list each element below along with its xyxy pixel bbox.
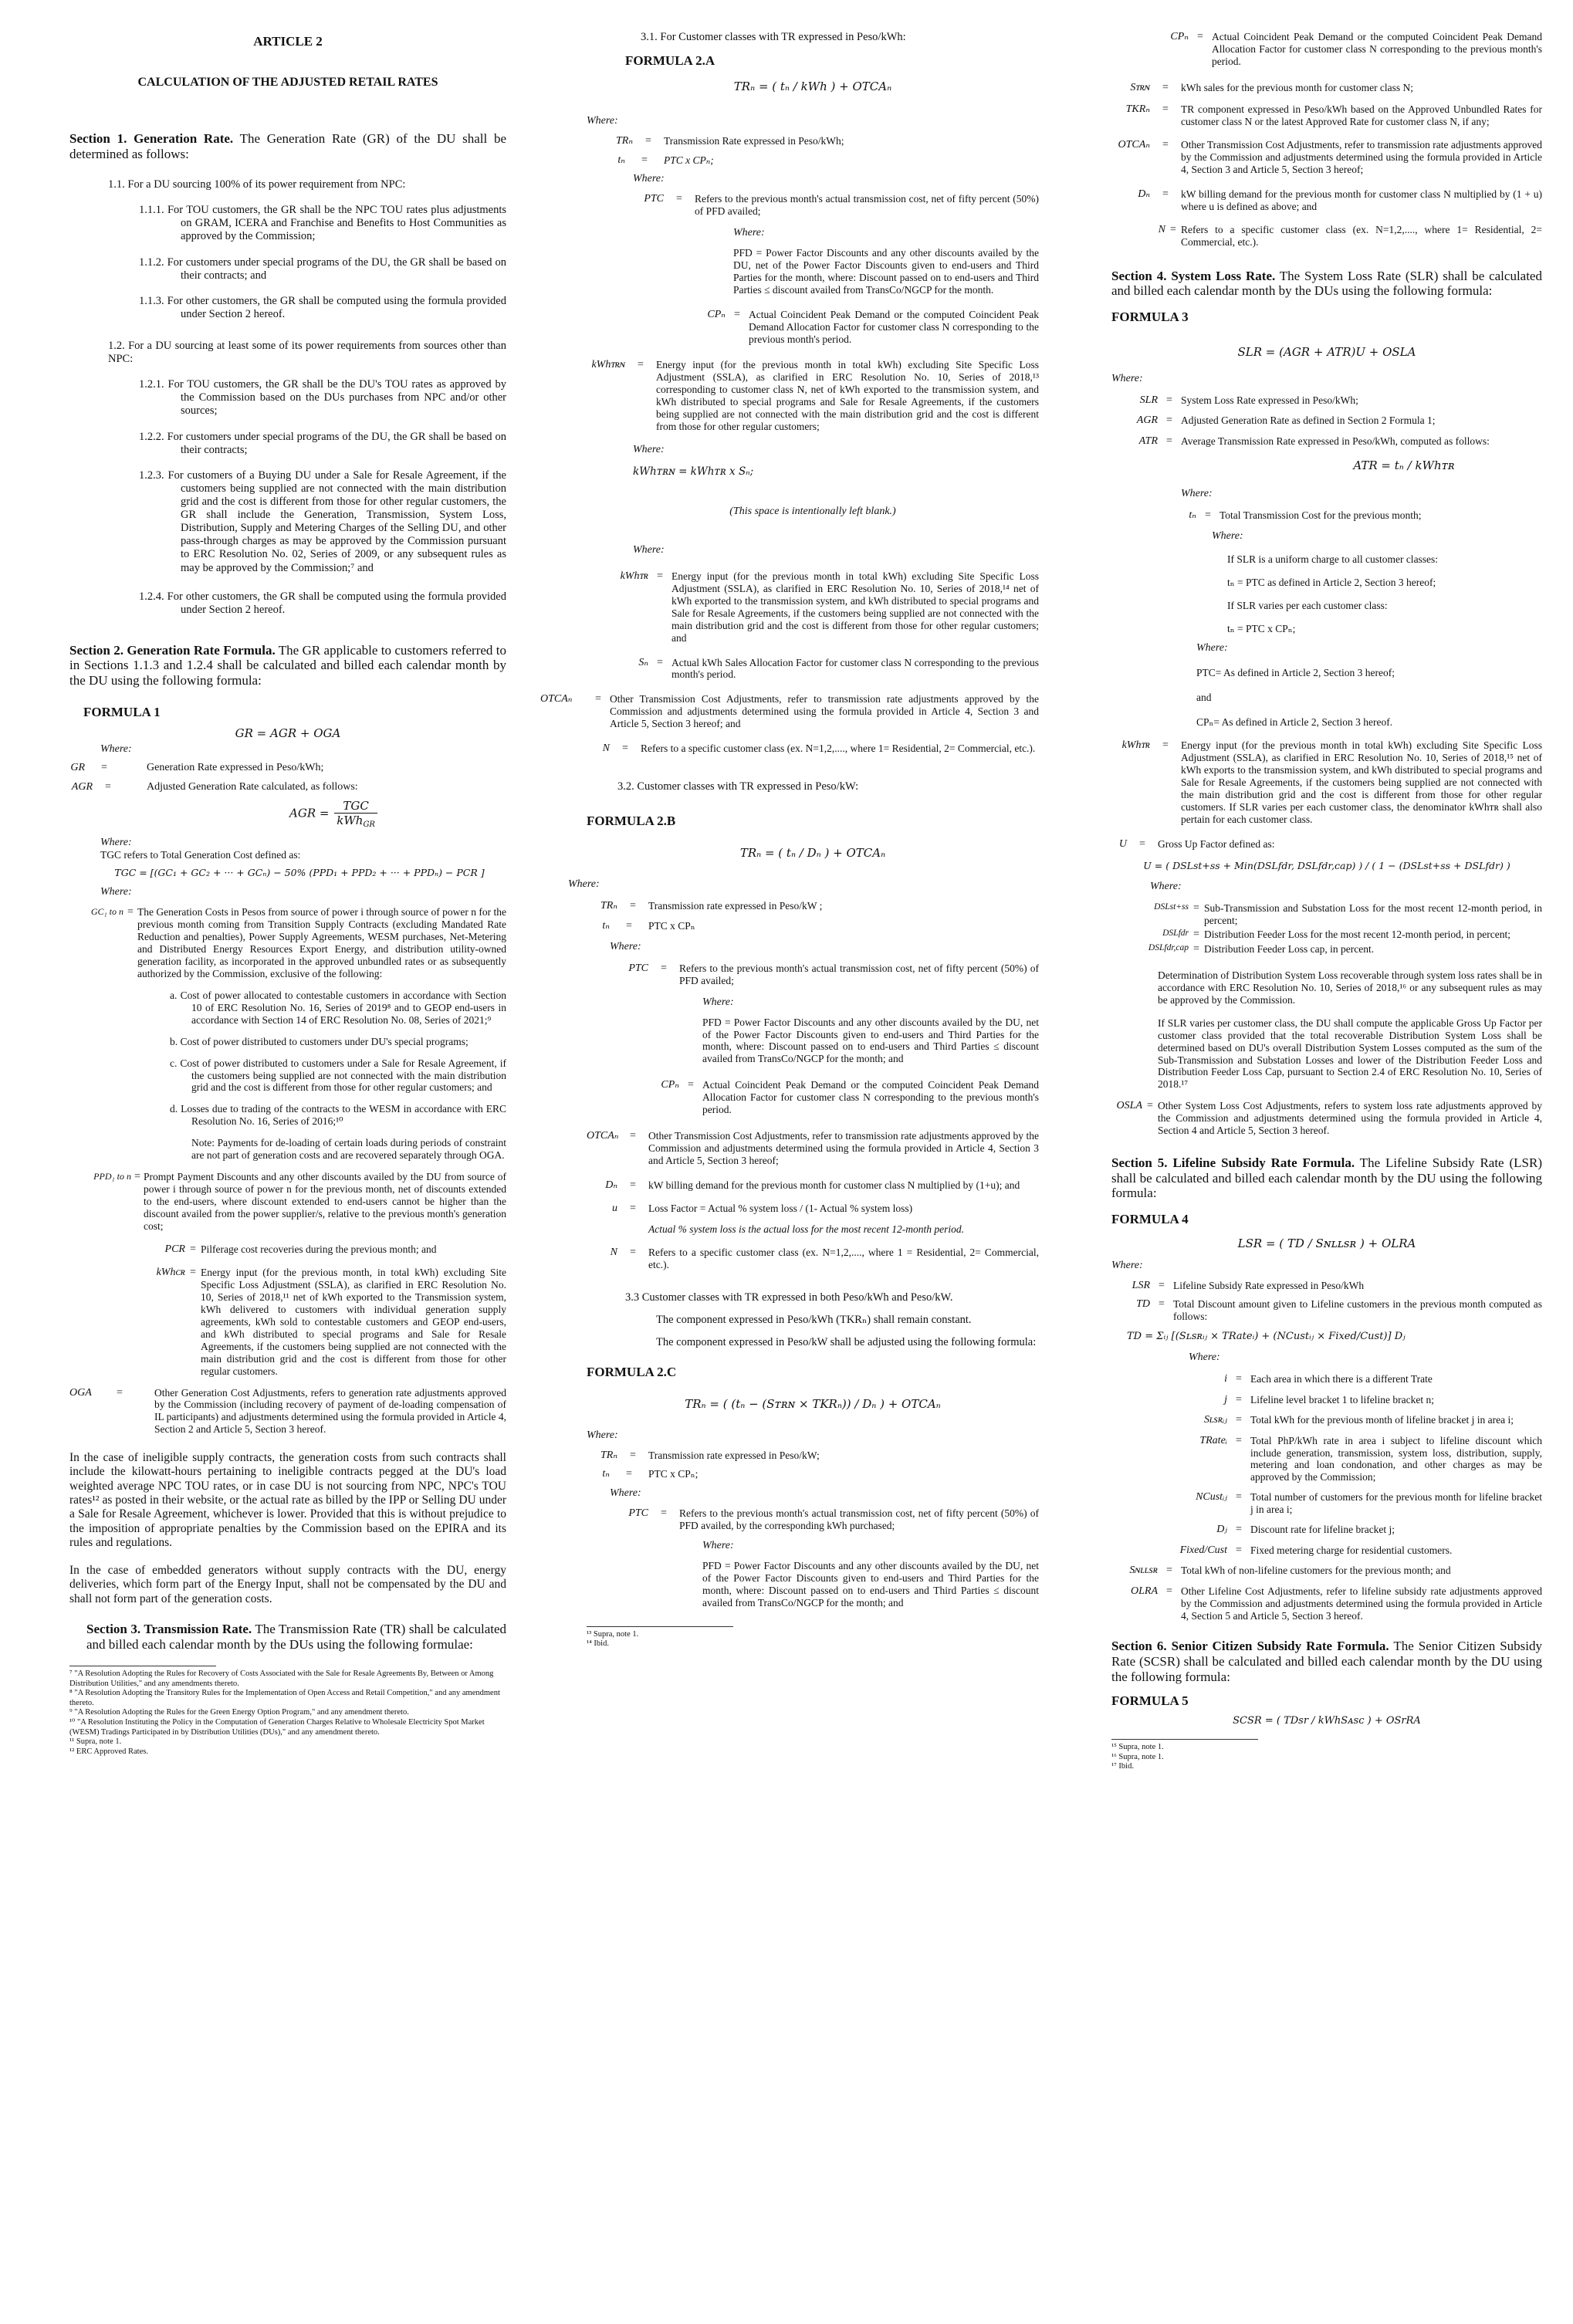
formula-5-label: FORMULA 5: [1111, 1693, 1189, 1709]
where-label: Where:: [1212, 529, 1243, 542]
item-3-3: 3.3 Customer classes with TR expressed in both Peso/kWh and Peso/kW.: [625, 1291, 953, 1304]
def-dj: Dⱼ = Discount rate for lifeline bracket j;: [1216, 1524, 1395, 1536]
formula-1-equation: GR = AGR + OGA: [235, 726, 341, 741]
def-pcr: PCR = Pilferage cost recoveries during the previous month; and: [164, 1243, 437, 1255]
def-trate: TRateᵢ = Total PhP/kWh rate in area i subject to lifeline discount which include generation, transmission, system loss, distribution, supply, metering and loan condonation, and other charges as may be approved by the Commission;: [1199, 1434, 1542, 1483]
def-olra: OLRA = Other Lifeline Cost Adjustments, refer to lifeline subsidy rate adjustments approved by the Commission and adjustments determined using the formula provided in Article 4, Section 5 and Article 5, Section 3 hereof.: [1131, 1585, 1542, 1622]
def-trn-2c: TRₙ = Transmission rate expressed in Peso/kW;: [600, 1449, 820, 1461]
gc-item-a: a. Cost of power allocated to contestable customers in accordance with Section 10 of ERC Resolution No. 16, Series of 2019⁸ and to GEOP end-users in accordance with Section 14 of ERC Resolution No. 08, Series of 2021;⁹: [170, 989, 506, 1026]
where-label: Where:: [702, 996, 734, 1008]
formula-1-label: FORMULA 1: [83, 705, 161, 720]
def-u: u = Loss Factor = Actual % system loss / (1- Actual % system loss): [612, 1203, 913, 1215]
gc-item-b: b. Cost of power distributed to customers under DU's special programs;: [170, 1035, 469, 1047]
article-heading: ARTICLE 2: [253, 34, 323, 49]
def-ptc: PTC = Refers to the previous month's actual transmission cost, net of fifty percent (50%) of PFD availed;: [644, 193, 1039, 218]
footnotes: [587, 1630, 1039, 1649]
page-3: [1065, 0, 1573, 2324]
formula-3-label: FORMULA 3: [1111, 309, 1189, 324]
footnote-10: ¹⁰ "A Resolution Instituting the Policy in the Computation of Generation Charges Relative to Wholesale Electricity Spot Market (WESM) Tradings Participated in by Distribution Utilities (DUs)," and any amendment thereto.: [69, 1718, 485, 1737]
def-ptc-2c: PTC = Refers to the previous month's actual transmission cost, net of fifty percent (50%) of PFD availed, by the corresponding kWh purchased;: [628, 1507, 1039, 1531]
def-kwhtr: kWhᴛʀ = Energy input (for the previous month in total kWh) excluding Site Specific Loss Adjustment (SSLA), as clarified in ERC Resolution No. 10, Series of 2018,¹⁴ net of kWh exported to the transmission system, and kWh distributed to special programs and Sale for Resale Agreements, if the customers being supplied are not connected with the main distribution grid and the cost is different from those for other regular customers; and: [620, 570, 1039, 644]
paragraph-embedded: In the case of embedded generators without supply contracts with the DU, energy deliveries, which form part of the Energy Input, shall not be compensated by the DU and shall not form part of the generation costs.: [69, 1564, 506, 1605]
section-3: Section 3. Transmission Rate. The Transmission Rate (TR) shall be calculated and billed each calendar month by the DUs using the following formulae:: [86, 1622, 507, 1652]
item-1-2-2: 1.2.2. For customers under special programs of the DU, the GR shall be based on their contracts;: [139, 430, 506, 456]
def-cpn-2b: CPₙ = Actual Coincident Peak Demand or the computed Coincident Peak Demand Allocation Factor for customer class N corresponding to the previous month's period.: [661, 1079, 1039, 1116]
item-1-1-3: 1.1.3. For other customers, the GR shall be computed using the formula provided under Section 2 hereof.: [139, 294, 506, 320]
footnote-9: ⁹ "A Resolution Adopting the Rules for the Green Energy Option Program," and any amendment thereto.: [69, 1708, 409, 1717]
section-2: Section 2. Generation Rate Formula. The GR applicable to customers referred to in Sections 1.1.3 and 1.2.4 shall be calculated and billed each calendar month by the DU using the following formula:: [69, 642, 506, 688]
def-u: U = Gross Up Factor defined as:: [1118, 837, 1275, 850]
def-cpn-cont: CPₙ = Actual Coincident Peak Demand or the computed Coincident Peak Demand Allocation Factor for customer class N corresponding to the previous month's period.: [1170, 31, 1542, 67]
where-label: Where:: [587, 115, 618, 127]
paragraph-gross-up: If SLR varies per customer class, the DU shall compute the applicable Gross Up Factor per customer class provided that the total recoverable Distribution System Loss shall be determined based on DU's overall Distribution System Losses computed as the sum of the Sub-Transmission and Substation Losses and lower of the Distribution Feeder Loss and Distribution Feeder Loss Cap, pursuant to Section 2.4 of ERC Resolution No. 10, Series of 2018.¹⁷: [1158, 1017, 1542, 1091]
def-dn-cont: Dₙ = kW billing demand for the previous month for customer class N multiplied by (1 + u) where u is defined as above; and: [1138, 188, 1542, 212]
page-2: [533, 0, 1065, 2324]
section-1: Section 1. Generation Rate. The Generation Rate (GR) of the DU shall be determined as follows:: [69, 131, 506, 161]
def-osla: OSLA = Other System Loss Cost Adjustments, refers to system loss rate adjustments approved by the Commission and adjustments determined using the formula provided in Article 4, Section 4 and Article 5, Section 3 hereof.: [1116, 1100, 1542, 1137]
def-kwhtrn: kWhᴛʀɴ = Energy input (for the previous month in total kWh) excluding Site Specific Loss Adjustment (SSLA), as clarified in ERC Resolution No. 10, Series of 2018,¹³ corresponding to customer class N, net of kWh exported to the transmission system, and kWh distributed to special programs and Sale for Resale Agreements, if the customers being supplied are not connected with the main distribution grid and the cost is different from those for other regular customers;: [591, 359, 1039, 433]
item-3-3-a: The component expressed in Peso/kWh (TKRₙ) shall remain constant.: [656, 1313, 972, 1326]
u-equation: U = ( DSLst+ss + Min(DSLfdr, DSLfdr,cap) ) / ( 1 − (DSLst+ss + DSLfdr) ): [1143, 860, 1510, 872]
def-tn: tₙ = Total Transmission Cost for the previous month;: [1189, 509, 1422, 522]
def-tn: tₙ = PTC x CPₙ;: [617, 154, 714, 166]
def-otcan: OTCAₙ = Other Transmission Cost Adjustments, refer to transmission rate adjustments approved by the Commission and adjustments determined using the formula provided in Article 4, Section 3 and Article 5, Section 3 hereof; and: [540, 693, 1039, 730]
def-dslst: DSLst+ss = Sub-Transmission and Substation Loss for the most recent 12-month period, in percent;: [1154, 902, 1542, 927]
gc-item-c: c. Cost of power distributed to customers under a Sale for Resale Agreement, if the customers being supplied are not connected with the main distribution grid and the cost is different from those for other regular customers; and: [170, 1057, 506, 1094]
def-fixed: Fixed/Cust = Fixed metering charge for residential customers.: [1179, 1544, 1453, 1556]
item-3-2: 3.2. Customer classes with TR expressed in Peso/kW:: [617, 780, 859, 793]
where-label: Where:: [1150, 881, 1182, 893]
item-1-1-1: 1.1.1. For TOU customers, the GR shall be the NPC TOU rates plus adjustments on GRAM, ICERA and Franchise and Benefits to Host Communities as approved by the Commission;: [139, 204, 506, 243]
def-kwhtr: kWhᴛʀ = Energy input (for the previous month in total kWh) excluding Site Specific Loss Adjustment (SSLA), as clarified in ERC Resolution No. 10, Series of 2018,¹⁵ net of kWh exports to the transmission system, and kWh distributed to special programs and Sale for Resale Agreements, if the customers being supplied are not connected with the main distribution grid and the cost is different from those for other regular customers. If SLR varies per each customer class, the denominator kWhᴛʀ shall also pertain for each customer class.: [1121, 739, 1542, 825]
def-gc: GC₁ to n = The Generation Costs in Pesos from source of power i through source of power n for the previous month coming from Transition Supply Contracts (excluding Mandated Rate Reduction and penalties), Power Supply Agreements, WESM purchases, Net-Metering and Distributed Energy Resources Export Energy, and distribution utility-owned generation facility, as incorporated in the approved unbundled rates or as subsequently authorized by the Commission, exclusive of the following:: [90, 906, 506, 980]
item-1-2: 1.2. For a DU sourcing at least some of its power requirements from sources other than NPC:: [108, 339, 506, 366]
def-i: i = Each area in which there is a different Trate: [1224, 1373, 1433, 1385]
paragraph-ineligible: In the case of ineligible supply contracts, the generation costs from such contracts shall include the kilowatt-hours pertaining to ineligible contracts pegged at the DU's load weighted average NPC TOU rates, or in case DU is not sourcing from NPC, NPC's TOU rates¹² as posted in their website, or the actual rate as billed by the IPP or Selling DU under a Sale for Resale Agreement, whichever is lower. Provided that this is without prejudice to the imposition of appropriate penalties by the Commission based on the EPIRA and its rules and regulations.: [69, 1451, 506, 1549]
item-1-1: 1.1. For a DU sourcing 100% of its power requirement from NPC:: [108, 178, 406, 191]
formula-3-equation: SLR = (AGR + ATR)U + OSLA: [1237, 344, 1416, 359]
def-slr: SLR = System Loss Rate expressed in Peso/kWh;: [1139, 394, 1358, 406]
section-4: Section 4. System Loss Rate. The System Loss Rate (SLR) shall be calculated and billed each calendar month by the DUs using the following formula:: [1111, 268, 1542, 299]
def-ppd: PPD₁ to n = Prompt Payment Discounts and any other discounts availed by the DU from source of power i through source of power n for the previous month, net of discounts extended to the end-users, where discount extended to end-users cannot be higher than the discount availed from the power supplier/s, relative to the previous month's generation cost;: [93, 1171, 506, 1232]
footnote-7: ⁷ "A Resolution Adopting the Rules for Recovery of Costs Associated with the Sale for Resale Agreements By, Between or Among Distribution Utilities," and any amendments thereto.: [69, 1669, 494, 1688]
td-equation: TD = Σᵢⱼ [(Sʟsʀᵢⱼ × TRateᵢ) + (NCustᵢⱼ × Fixed/Cust)] Dⱼ: [1127, 1331, 1406, 1343]
where-label: Where:: [568, 878, 600, 890]
def-pfd-2c: PFD = Power Factor Discounts and any other discounts availed by the DU, net of the Power Factor Discounts given to end-users and Third Parties for the month, where: Discount passed on to end-users and Third Parties ≤ discount availed from TransCo/NGCP for the month; and: [702, 1559, 1039, 1609]
slr-varies: If SLR varies per each customer class:: [1227, 599, 1388, 611]
paragraph-dsl: Determination of Distribution System Loss recoverable through system loss rates shall be in accordance with ERC Resolution No. 10, Series of 2018,¹⁶ or any subsequent rules as may be approved by the Commission.: [1158, 969, 1542, 1006]
formula-2c-equation: TRₙ = ( (tₙ − (Sᴛʀɴ × TKRₙ)) / Dₙ ) + OTCAₙ: [685, 1396, 941, 1411]
item-3-3-b: The component expressed in Peso/kW shall be adjusted using the following formula:: [656, 1335, 1037, 1348]
where-label: Where:: [1181, 488, 1213, 500]
where-label: Where:: [610, 940, 641, 952]
where-label: Where:: [1196, 642, 1228, 655]
def-atr: ATR = Average Transmission Rate expressed in Peso/kWh, computed as follows:: [1138, 435, 1490, 447]
def-cpn: CPₙ = Actual Coincident Peak Demand or the computed Coincident Peak Demand Allocation Factor for customer class N corresponding to the previous month's period.: [707, 308, 1039, 345]
footnote-14: ¹⁴ Ibid.: [587, 1639, 609, 1649]
tn-cp: tₙ = PTC x CPₙ;: [1227, 622, 1296, 634]
formula-2a-label: FORMULA 2.A: [625, 53, 715, 69]
formula-2b-equation: TRₙ = ( tₙ / Dₙ ) + OTCAₙ: [739, 845, 886, 860]
footnote-divider: [1111, 1739, 1258, 1740]
item-1-1-2: 1.1.2. For customers under special programs of the DU, the GR shall be based on their contracts; and: [139, 255, 506, 282]
def-ptc-2b: PTC = Refers to the previous month's actual transmission cost, net of fifty percent (50%) of PFD availed;: [628, 962, 1039, 986]
ptc-def: PTC= As defined in Article 2, Section 3 hereof;: [1196, 667, 1395, 679]
where-label: Where:: [1111, 1259, 1143, 1271]
and-text: and: [1196, 692, 1212, 704]
def-dslcap: DSLfdr,cap = Distribution Feeder Loss cap, in percent.: [1148, 942, 1375, 955]
def-td: TD = Total Discount amount given to Lifeline customers in the previous month computed as follows:: [1136, 1298, 1542, 1323]
atr-equation: ATR = tₙ / kWhᴛʀ: [1353, 458, 1455, 473]
def-tn-2c: tₙ = PTC x CPₙ;: [602, 1468, 699, 1480]
def-n-2b: N = Refers to a specific customer class (ex. N=1,2,...., where 1 = Residential, 2= Commercial, etc.).: [610, 1246, 1039, 1270]
def-otcan-cont: OTCAₙ = Other Transmission Cost Adjustments, refer to transmission rate adjustments approved by the Commission and adjustments determined using the formula provided in Article 4, Section 3 and Article 5, Section 3 hereof;: [1118, 139, 1542, 175]
def-slsr: Sʟsʀᵢⱼ = Total kWh for the previous month of lifeline bracket j in area i;: [1203, 1414, 1514, 1426]
def-pfd-2b: PFD = Power Factor Discounts and any other discounts availed by the DU, net of the Power Factor Discounts given to end-users and Third Parties for the month, where: Discount passed on to end-users and Third Parties ≤ discount availed from TransCo/NGCP for the month; and: [702, 1016, 1039, 1065]
where-label: Where:: [610, 1487, 641, 1499]
gc-note: Note: Payments for de-loading of certain loads during periods of constraint are not part of generation costs and are recovered separately through OGA.: [191, 1137, 506, 1162]
slr-uniform: If SLR is a uniform charge to all customer classes:: [1227, 553, 1439, 565]
def-trn-2b: TRₙ = Transmission rate expressed in Peso/kW ;: [600, 899, 823, 912]
item-3-1: 3.1. For Customer classes with TR expressed in Peso/kWh:: [641, 31, 906, 43]
kwhtrn-equation: kWhᴛʀɴ = kWhᴛʀ x Sₙ;: [633, 465, 754, 478]
def-j: j = Lifeline level bracket 1 to lifeline bracket n;: [1224, 1393, 1435, 1406]
where-label: Where:: [1111, 372, 1143, 384]
where-label: Where:: [733, 226, 765, 238]
def-strn: Sᴛʀɴ = kWh sales for the previous month for customer class N;: [1130, 81, 1414, 93]
where-label: Where:: [633, 443, 665, 455]
article-title: CALCULATION OF THE ADJUSTED RETAIL RATES: [137, 76, 438, 89]
footnote-divider: [587, 1626, 733, 1627]
footnote-15: ¹⁵ Supra, note 1.: [1111, 1743, 1164, 1752]
def-gr: GR = Generation Rate expressed in Peso/kWh;: [70, 762, 324, 774]
cpn-def: CPₙ= As defined in Article 2, Section 3 hereof.: [1196, 716, 1393, 729]
u-note: Actual % system loss is the actual loss for the most recent 12-month period.: [648, 1223, 964, 1235]
def-agr: AGR = Adjusted Generation Rate calculated, as follows:: [71, 780, 358, 793]
def-tkrn: TKRₙ = TR component expressed in Peso/kWh based on the Approved Unbundled Rates for customer class N or the latest Approved Rate for customer class N, if any;: [1125, 103, 1542, 128]
def-lsr: LSR = Lifeline Subsidy Rate expressed in Peso/kWh: [1132, 1279, 1365, 1291]
formula-5-equation: SCSR = ( TDsr / kWhSᴀsᴄ ) + OSrRA: [1233, 1715, 1421, 1727]
where-label: Where:: [587, 1429, 618, 1441]
item-1-2-1: 1.2.1. For TOU customers, the GR shall be the DU's TOU rates as approved by the Commission based on the DUs purchases from NPC and/or other sources;: [139, 378, 506, 418]
tn-cases: [1111, 553, 1542, 635]
where-label: Where:: [100, 743, 132, 756]
item-1-2-4: 1.2.4. For other customers, the GR shall be computed using the formula provided under Section 2 hereof.: [139, 590, 506, 616]
footnote-8: ⁸ "A Resolution Adopting the Transitory Rules for the Implementation of Open Access and Retail Competition," and any amendment thereto.: [69, 1689, 500, 1707]
def-pfd: PFD = Power Factor Discounts and any other discounts availed by the DU, net of the Power Factor Discounts given to end-users and Third Parties for the month, where: Discount passed on to end-users and Third Parties ≤ discount availed from TransCo/NGCP for the month.: [733, 246, 1039, 296]
formula-2a-equation: TRₙ = ( tₙ / kWh ) + OTCAₙ: [733, 79, 892, 94]
section-6: Section 6. Senior Citizen Subsidy Rate Formula. The Senior Citizen Subsidy Rate (SCSR) shall be calculated and billed each calendar month by the DU using the following formula:: [1111, 1639, 1543, 1684]
footnote-16: ¹⁶ Supra, note 1.: [1111, 1752, 1164, 1761]
tn-ptc: tₙ = PTC as defined in Article 2, Section 3 hereof;: [1227, 576, 1436, 588]
ptc-defs: [1111, 667, 1542, 729]
def-n-cont: N = Refers to a specific customer class (ex. N=1,2,...., where 1= Residential, 2= Commercial, etc.).: [1158, 223, 1542, 248]
where-label: Where:: [100, 886, 132, 898]
formula-4-label: FORMULA 4: [1111, 1211, 1189, 1226]
where-label: Where:: [633, 543, 665, 556]
where-label: Where:: [100, 836, 132, 848]
def-trn: TRₙ = Transmission Rate expressed in Peso/kWh;: [615, 135, 844, 147]
footnote-13: ¹³ Supra, note 1.: [587, 1629, 639, 1639]
def-dslfdr: DSLfdr = Distribution Feeder Loss for the most recent 12-month period, in percent;: [1162, 929, 1511, 940]
def-snl: Sɴʟʟsʀ = Total kWh of non-lifeline customers for the previous month; and: [1129, 1565, 1451, 1577]
where-label: Where:: [1189, 1351, 1220, 1364]
footnotes: [69, 1669, 506, 1757]
item-1-2-3: 1.2.3. For customers of a Buying DU under a Sale for Resale Agreement, if the customers being supplied are not connected with the main distribution grid and the cost is different from those for other regular customers, the GR shall include the Generation, Transmission, System Loss, Distribution, Supply and Metering Charges of the Selling DU, and other pass-through charges as may be approved by the Commission pursuant to ERC Resolution No. 02, Series of 2009, or any subsequent rules as may be approved by the Commission;⁷ and: [139, 469, 506, 574]
def-tn-2b: tₙ = PTC x CPₙ: [602, 920, 695, 932]
footnote-12: ¹² ERC Approved Rates.: [69, 1747, 148, 1756]
def-oga: OGA = Other Generation Cost Adjustments, refers to generation rate adjustments approved by the Commission (including recovery of payment of de-loading compensation of IL participants) and adjustments determined using the formula provided in Article 4, Section 2 and Article 5, Section 3 hereof.: [69, 1386, 506, 1436]
formula-2c-label: FORMULA 2.C: [587, 1364, 677, 1379]
def-otcan-2b: OTCAₙ = Other Transmission Cost Adjustments, refer to transmission rate adjustments approved by the Commission and adjustments determined using the formula provided in Article 4, Section 3 and Article 5, Section 3 hereof;: [587, 1130, 1039, 1166]
footnotes: [1111, 1743, 1542, 1772]
tgc-equation: TGC = [(GC₁ + GC₂ + ··· + GCₙ) − 50% (PPD₁ + PPD₂ + ··· + PPDₙ) − PCR ]: [114, 867, 485, 879]
tgc-intro: TGC refers to Total Generation Cost defined as:: [100, 848, 301, 861]
where-label: Where:: [702, 1539, 734, 1551]
page-1: [0, 0, 533, 2324]
def-n: N = Refers to a specific customer class (ex. N=1,2,...., where 1= Residential, 2= Commercial, etc.).: [602, 743, 1036, 755]
agr-equation: AGR = $\frac{\text{TGC}}{kWh_{GR}}$: [69, 799, 506, 829]
def-sn: Sₙ = Actual kWh Sales Allocation Factor for customer class N corresponding to the previous month's period.: [638, 656, 1039, 681]
blank-notice: (This space is intentionally left blank.): [729, 505, 896, 517]
section-5: Section 5. Lifeline Subsidy Rate Formula. The Lifeline Subsidy Rate (LSR) shall be calculated and billed each calendar month by the DU using the following formula:: [1111, 1155, 1543, 1201]
gc-item-d: d. Losses due to trading of the contracts to the WESM in accordance with ERC Resolution No. 16, Series of 2016;¹⁰: [170, 1103, 506, 1128]
def-kwhgr: kWhᴄʀ = Energy input (for the previous month, in total kWh) excluding Site Specific Loss Adjustment (SSLA), as clarified in ERC Resolution No. 10, Series of 2018,¹¹ net of kWh exported to the Transmission system, kWh delivered to customers with individual generation supply agreements, kWh sold to contestable customers and GEOP end-users, and kWh distributed to special programs and Sale for Resale Agreements, if the customers being supplied are not connected with the main distribution grid and the cost is different from those for other regular customers.: [156, 1267, 506, 1377]
where-label: Where:: [633, 173, 665, 185]
formula-2b-label: FORMULA 2.B: [587, 813, 676, 828]
def-dn: Dₙ = kW billing demand for the previous month for customer class N multiplied by (1+u); and: [605, 1179, 1020, 1191]
formula-4-equation: LSR = ( TD / Sɴʟʟsʀ ) + OLRA: [1237, 1236, 1416, 1250]
def-ncust: NCustᵢⱼ = Total number of customers for the previous month for lifeline bracket j in area i;: [1196, 1491, 1542, 1516]
def-agr: AGR = Adjusted Generation Rate as defined in Section 2 Formula 1;: [1136, 414, 1436, 427]
footnote-17: ¹⁷ Ibid.: [1111, 1762, 1134, 1771]
footnote-11: ¹¹ Supra, note 1.: [69, 1737, 122, 1747]
